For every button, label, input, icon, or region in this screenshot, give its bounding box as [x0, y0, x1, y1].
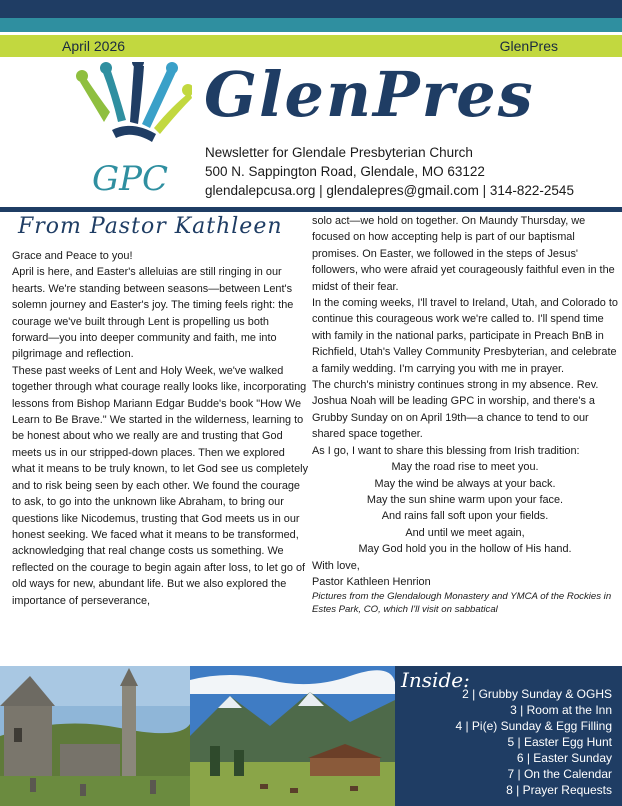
church-logo: [72, 62, 192, 202]
inside-item[interactable]: 3 | Room at the Inn: [510, 703, 612, 717]
blessing-line: May the wind be always at your back.: [374, 477, 556, 490]
article-paragraph: The church's ministry continues strong in my absence. Rev. Joshua Noah will be leading GPC in worship, and there's a Grubby Sunday on on April 19th—a chance to tend to our shared space together.: [312, 379, 599, 441]
article-paragraph: In the coming weeks, I'll travel to Ireland, Utah, and Colorado to continue this courageous work we're called to. I'll spend time with family in the national parks, participate in Preach BnB in Richfield, Utah's Valley Community Presbyterian, and celebrate a family wedding. I'm carrying you with me in prayer.: [312, 297, 618, 375]
article-paragraph: These past weeks of Lent and Holy Week, we've walked together through what courage really looks like, incorporating lessons from Bishop Mariann Edgar Budde's book "How We Learn to Be Brave." We started in the wilderness, learning to be honest about who we really are and trusting that God meets us in our stripped-down places. Then we explored what it means to be truly known, to let God see us completely and to risk being seen by each other. We found the courage to ask, to go into the unknown like Abraham, to bring our questions like Nicodemus, trusting that God meets us in our honest seeking. We faced what it means to be transformed, acknowledging that real change costs us something. We reflected on the courage to begin again after loss, to let go of old ways for new, abundant life. But we also explored the importance of perseverance,: [12, 364, 309, 607]
date-band: [0, 35, 622, 57]
inside-title: Inside:: [401, 668, 470, 692]
top-navy-band: [0, 0, 622, 18]
article-paragraph: As I go, I want to share this blessing from Irish tradition:: [312, 444, 580, 457]
article-paragraph: solo act—we hold on together. On Maundy Thursday, we focused on how accepting help is part of our baptismal promises. On Easter, we followed in the steps of Jesus' followers, who were afraid yet courageously faithful even in the midst of their fear.: [312, 215, 615, 293]
signature: Pastor Kathleen Henrion: [312, 575, 431, 588]
ymca-rockies-photo: [190, 666, 395, 806]
church-contact: glendalepcusa.org | glendalepres@gmail.com | 314-822-2545: [205, 183, 574, 198]
newsletter-subtitle: Newsletter for Glendale Presbyterian Church: [205, 145, 473, 160]
inside-item[interactable]: 2 | Grubby Sunday & OGHS: [462, 687, 612, 701]
glendalough-photo: [0, 666, 190, 806]
logo-figures: [76, 62, 192, 142]
blessing-line: And until we meet again,: [405, 526, 525, 539]
issue-date: April 2026: [62, 38, 126, 54]
article-heading: From Pastor Kathleen: [18, 214, 283, 239]
top-teal-band: [0, 18, 622, 32]
article-right-column: [312, 213, 618, 616]
inside-item[interactable]: 4 | Pi(e) Sunday & Egg Filling: [455, 719, 612, 733]
logo-lettering: GPC: [91, 159, 169, 199]
blessing-line: May the road rise to meet you.: [391, 461, 539, 474]
brand-label: GlenPres: [499, 38, 558, 54]
church-address: 500 N. Sappington Road, Glendale, MO 63122: [205, 164, 485, 179]
closing-line: With love,: [312, 559, 360, 572]
inside-item[interactable]: 8 | Prayer Requests: [506, 783, 612, 797]
inside-list: [455, 686, 612, 798]
blessing-line: May God hold you in the hollow of His hand.: [358, 543, 572, 556]
photo-caption: Pictures from the Glendalough Monastery and YMCA of the Rockies in Estes Park, CO, which I'll visit on sabbatical: [312, 591, 612, 616]
masthead-title: GlenPres: [204, 58, 535, 131]
inside-item[interactable]: 7 | On the Calendar: [507, 767, 612, 781]
article-left-column: [12, 248, 308, 609]
inside-item[interactable]: 5 | Easter Egg Hunt: [507, 735, 612, 749]
blessing-line: May the sun shine warm upon your face.: [366, 493, 564, 506]
article-paragraph: April is here, and Easter's alleluias are still ringing in our hearts. We're standing between seasons—between Lent's solemn journey and Easter's joy. The timing feels right: the courage we've built through Lent is propelling us both forward—you into deeper community and faith, me into pilgrimage and reflection.: [12, 266, 294, 361]
header-divider: [0, 207, 622, 212]
inside-item[interactable]: 6 | Easter Sunday: [516, 751, 612, 765]
blessing-line: And rains fall soft upon your fields.: [381, 510, 549, 523]
article-paragraph: Grace and Peace to you!: [12, 250, 133, 262]
inside-contents-panel: [395, 666, 622, 806]
